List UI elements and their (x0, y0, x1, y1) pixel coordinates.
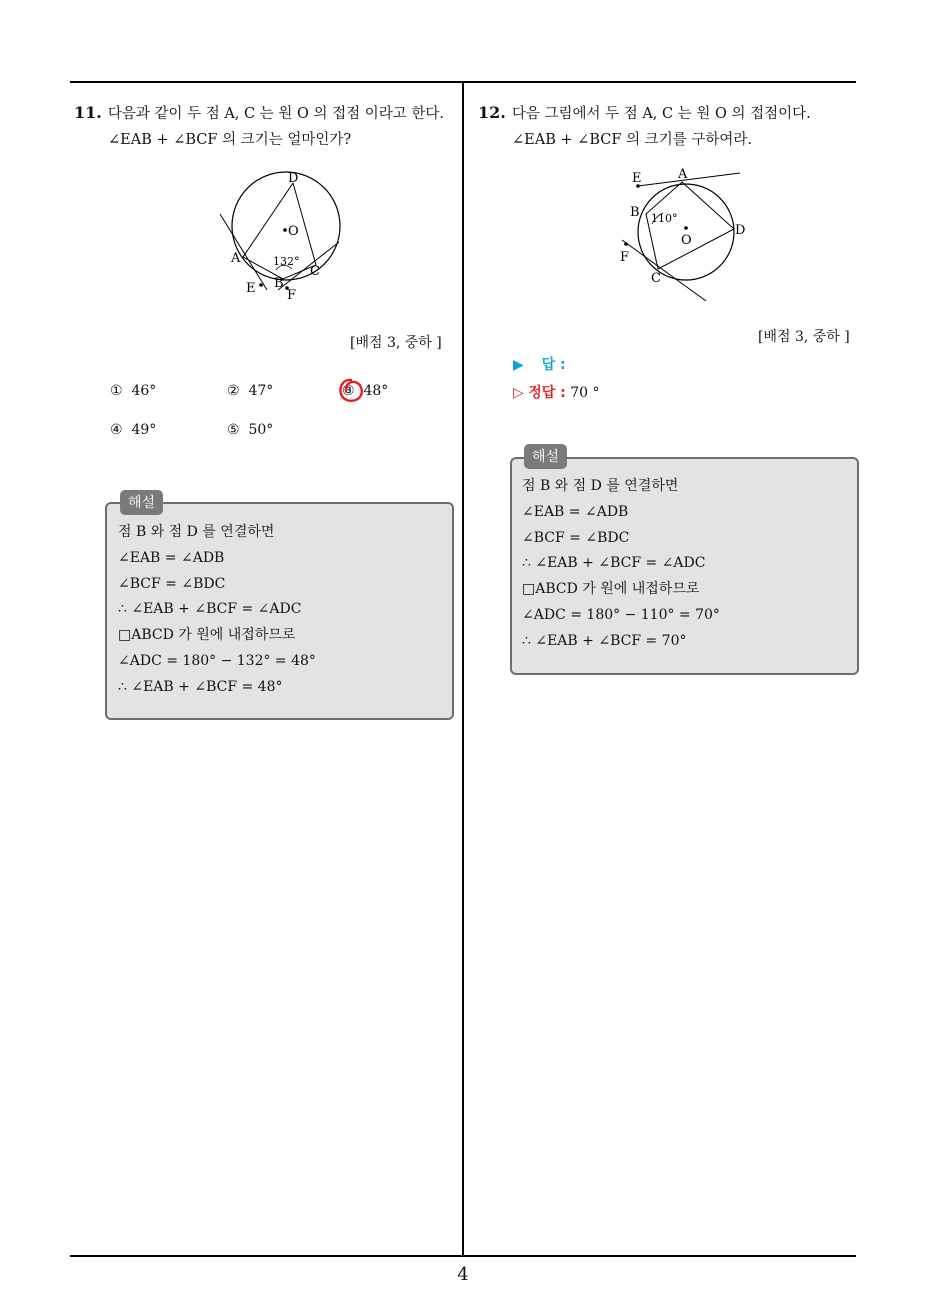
question-11-line1: 11. 다음과 같이 두 점 A, C 는 원 O 의 접점 이라고 한다. (74, 103, 444, 122)
answer-arrow-icon: ▶ (513, 357, 524, 373)
choice-5[interactable]: ⑤ 50° (227, 422, 274, 438)
correct-answer-mark-icon (335, 375, 367, 407)
point-d-label: D (288, 171, 299, 186)
question-11-score: [배점 3, 중하 ] (350, 335, 442, 351)
choice-3[interactable]: ③ 48° (342, 383, 389, 399)
question-12 (478, 100, 862, 153)
choice-2[interactable]: ② 47° (227, 383, 274, 399)
point-o-label: O (681, 233, 692, 248)
choice-1[interactable]: ① 46° (110, 383, 157, 399)
question-11-line2: ∠EAB + ∠BCF 의 크기는 얼마인가? (108, 132, 352, 148)
question-12-score: [배점 3, 중하 ] (758, 329, 850, 345)
correct-answer-row (513, 382, 599, 402)
point-e-label: E (246, 281, 256, 296)
correct-arrow-icon: ▷ (513, 385, 524, 401)
solution-text-11: 점 B 와 점 D 를 연결하면 ∠EAB = ∠ADB ∠BCF = ∠BDC ∴ ∠EAB + ∠BCF = ∠ADC □ABCD 가 원에 내접하므로 ∠ADC = 180° − 132° = 48° ∴ ∠EAB + ∠BCF = 48° (118, 524, 316, 695)
question-11-number: 11. (74, 103, 102, 122)
page-number: 4 (457, 1264, 469, 1285)
solution-tag-12: 해설 (524, 444, 567, 469)
point-f-label: F (620, 250, 630, 265)
column-divider (462, 81, 464, 1257)
angle-132-label: 132° (273, 255, 300, 268)
answer-label: 답 : (541, 357, 566, 373)
angle-110-label: 110° (651, 212, 678, 225)
question-11 (74, 100, 458, 153)
solution-tag-11: 해설 (120, 490, 163, 515)
point-d-label: D (735, 223, 746, 238)
point-c-label: C (310, 264, 320, 279)
point-c-label: C (651, 271, 661, 286)
question-12-line1: 12. 다음 그림에서 두 점 A, C 는 원 O 의 접점이다. (478, 103, 811, 122)
question-12-figure (614, 164, 744, 304)
answer-row (513, 354, 566, 374)
point-a-label: A (678, 167, 688, 182)
point-b-label: B (274, 276, 284, 291)
point-a-label: A (231, 251, 241, 266)
point-f-label: F (287, 288, 297, 303)
point-e-label: E (632, 171, 642, 186)
point-b-label: B (630, 205, 640, 220)
choice-4[interactable]: ④ 49° (110, 422, 157, 438)
question-12-line2: ∠EAB + ∠BCF 의 크기를 구하여라. (512, 132, 752, 148)
correct-answer-value: 70 ° (570, 385, 600, 401)
solution-text-12: 점 B 와 점 D 를 연결하면 ∠EAB = ∠ADB ∠BCF = ∠BDC ∴ ∠EAB + ∠BCF = ∠ADC □ABCD 가 원에 내접하므로 ∠ADC = 180° − 110° = 70° ∴ ∠EAB + ∠BCF = 70° (522, 478, 720, 649)
question-11-figure (210, 166, 350, 306)
bottom-rule (70, 1255, 856, 1257)
correct-answer-label: 정답 : (528, 385, 566, 401)
question-12-number: 12. (478, 103, 506, 122)
point-o-label: O (288, 224, 299, 239)
